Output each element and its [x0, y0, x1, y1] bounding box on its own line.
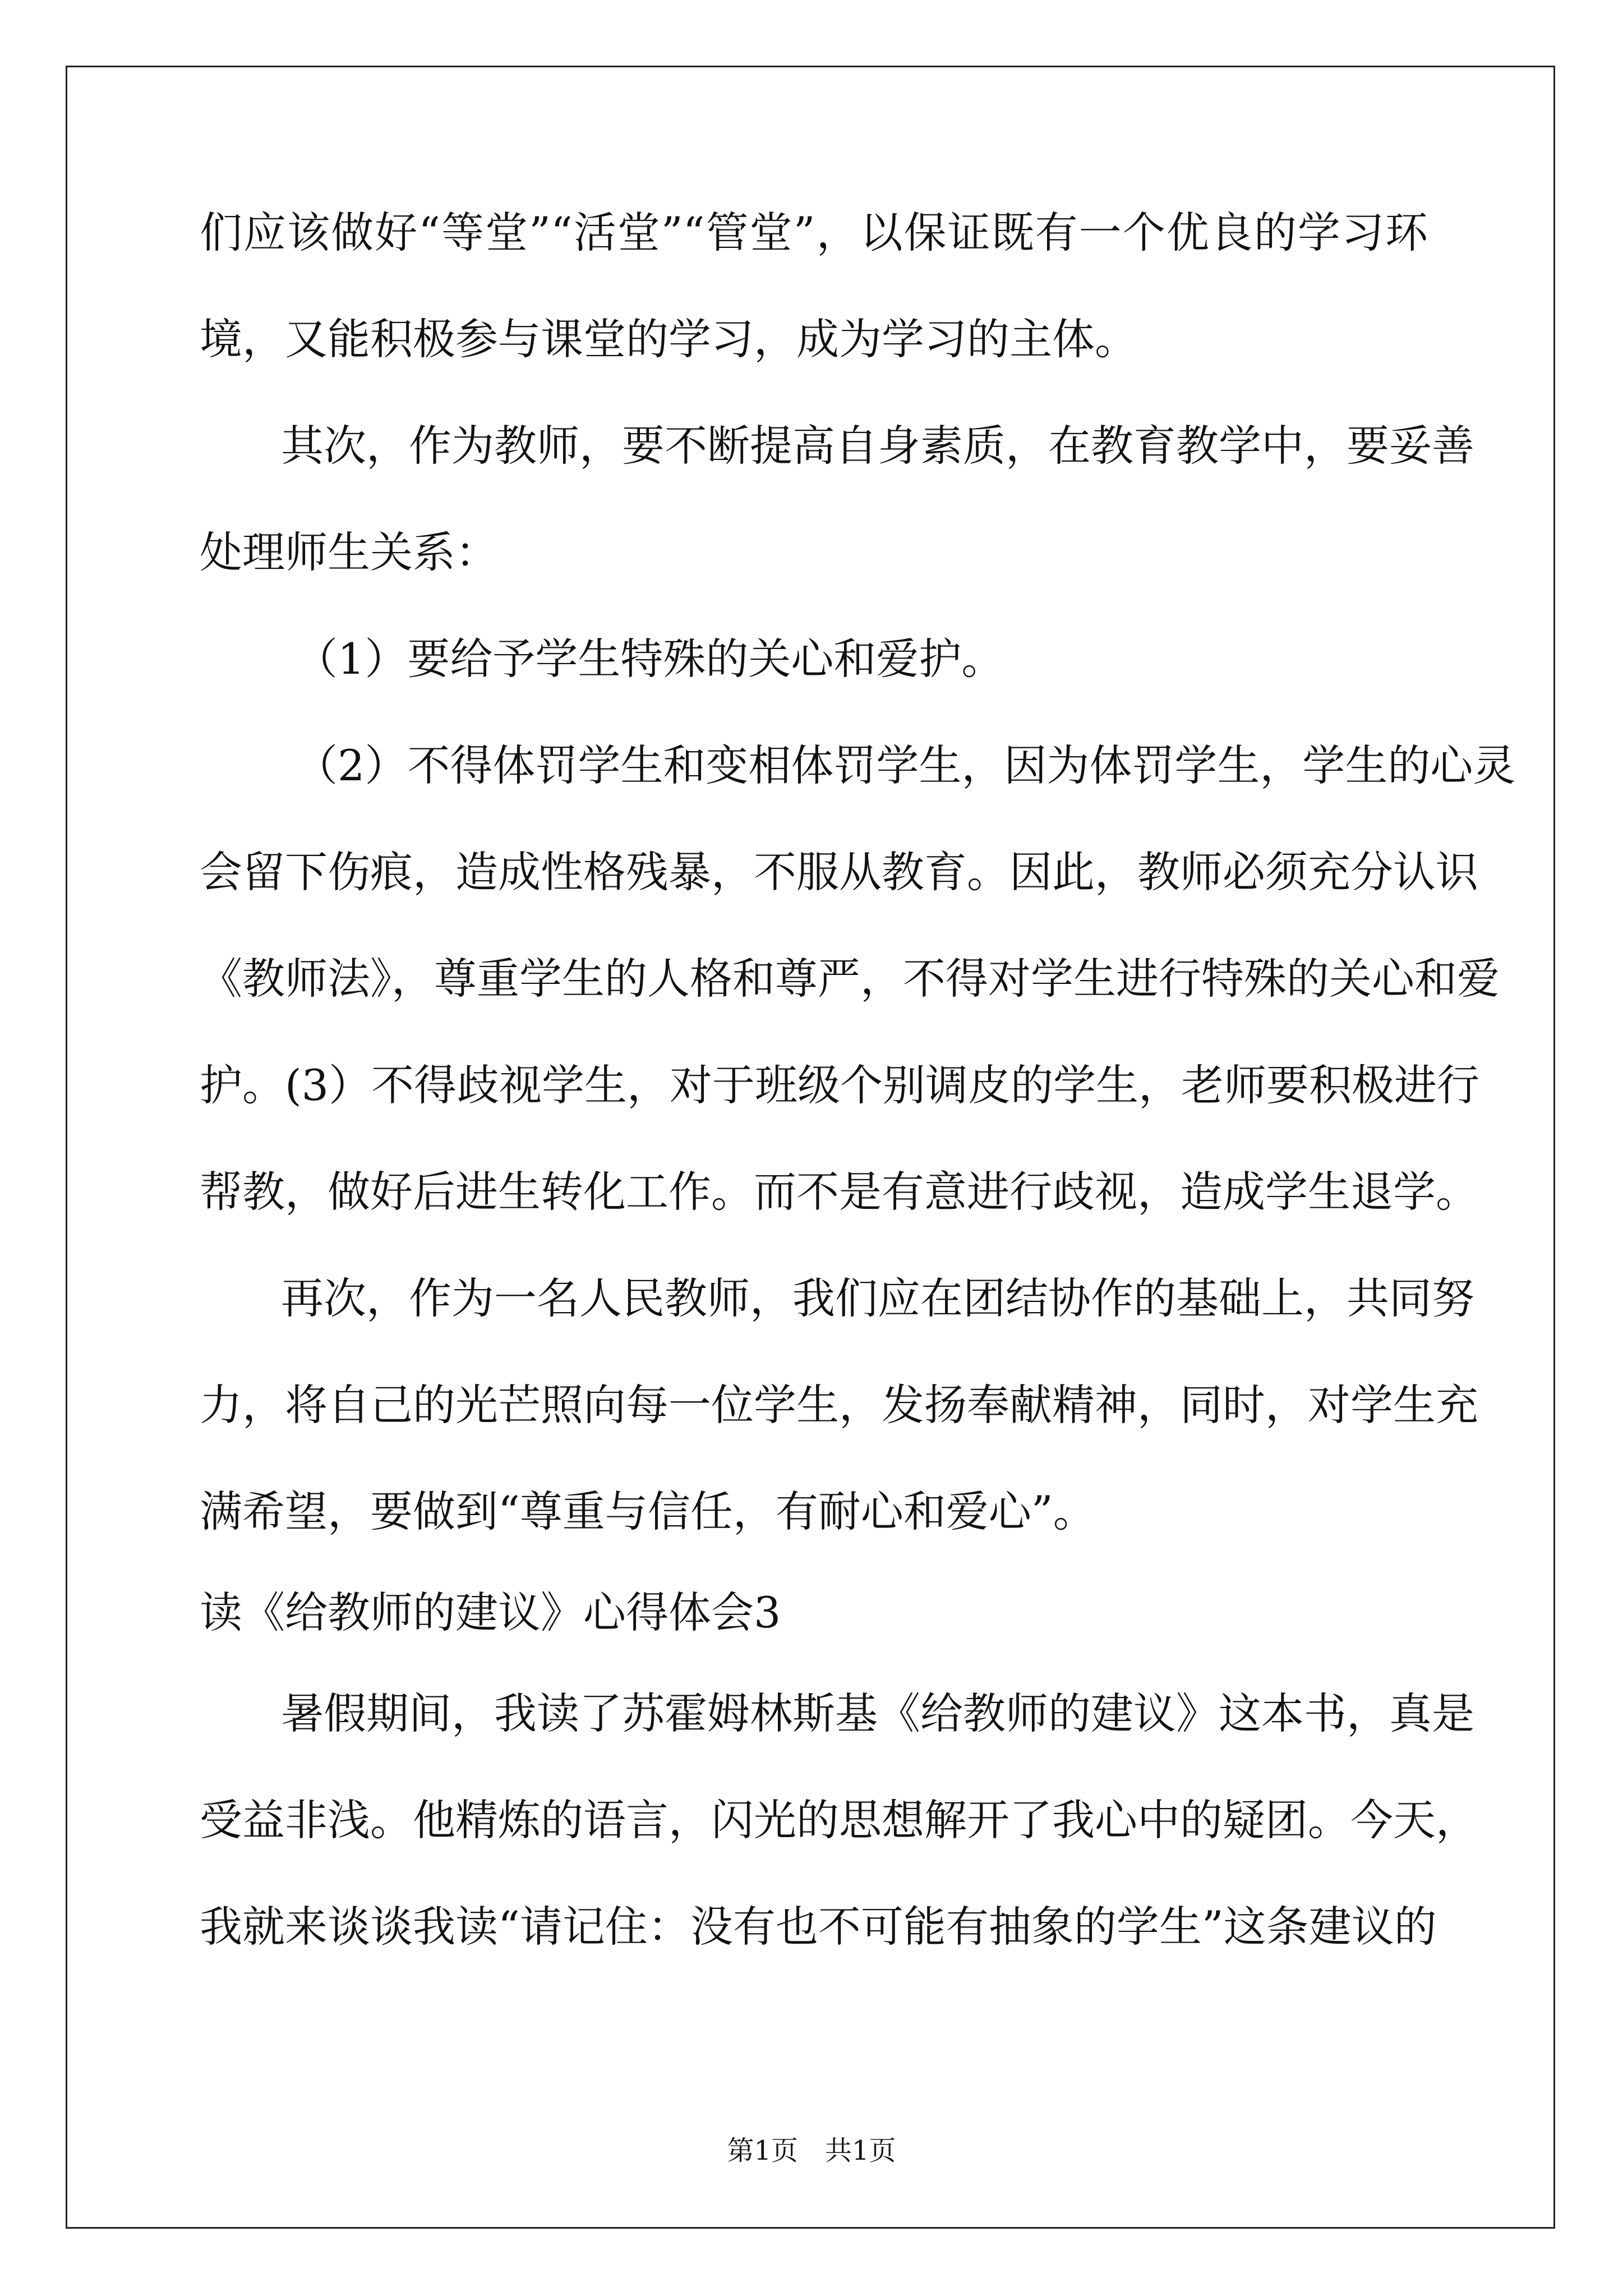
text-line: 暑假期间，我读了苏霍姆林斯基《给教师的建议》这本书，真是	[281, 1688, 1474, 1738]
text-line: 受益非浅。他精炼的语言，闪光的思想解开了我心中的疑团。今天，	[200, 1795, 1478, 1845]
text-line: 会留下伤痕，造成性格残暴，不服从教育。因此，教师必须充分认识	[200, 847, 1478, 897]
text-line: 其次，作为教师，要不断提高自身素质，在教育教学中，要妥善	[281, 421, 1474, 471]
text-line: 帮教，做好后进生转化工作。而不是有意进行歧视，造成学生退学。	[200, 1167, 1478, 1217]
text-line: 力，将自己的光芒照向每一位学生，发扬奉献精神，同时，对学生充	[200, 1380, 1478, 1430]
text-line: （1）要给予学生特殊的关心和爱护。	[295, 634, 1004, 684]
text-line: 处理师生关系：	[200, 527, 498, 577]
section-heading: 读《给教师的建议》心得体会3	[200, 1588, 781, 1637]
text-line: 《教师法》，尊重学生的人格和尊严，不得对学生进行特殊的关心和爱	[200, 954, 1500, 1004]
text-line: 境，又能积极参与课堂的学习，成为学习的主体。	[200, 314, 1137, 364]
text-line: 护。(3）不得歧视学生，对于班级个别调皮的学生，老师要积极进行	[200, 1060, 1480, 1110]
page-footer: 第1页 共1页	[727, 2135, 896, 2166]
text-line: 满希望，要做到“尊重与信任，有耐心和爱心”。	[200, 1487, 1096, 1536]
text-line: 们应该做好“等堂”“活堂”“管堂”，以保证既有一个优良的学习环	[200, 208, 1428, 257]
text-line: 我就来谈谈我读“请记住：没有也不可能有抽象的学生”这条建议的	[200, 1902, 1437, 1952]
text-line: （2）不得体罚学生和变相体罚学生，因为体罚学生，学生的心灵	[295, 740, 1516, 790]
text-line: 再次，作为一名人民教师，我们应在团结协作的基础上，共同努	[281, 1273, 1474, 1323]
